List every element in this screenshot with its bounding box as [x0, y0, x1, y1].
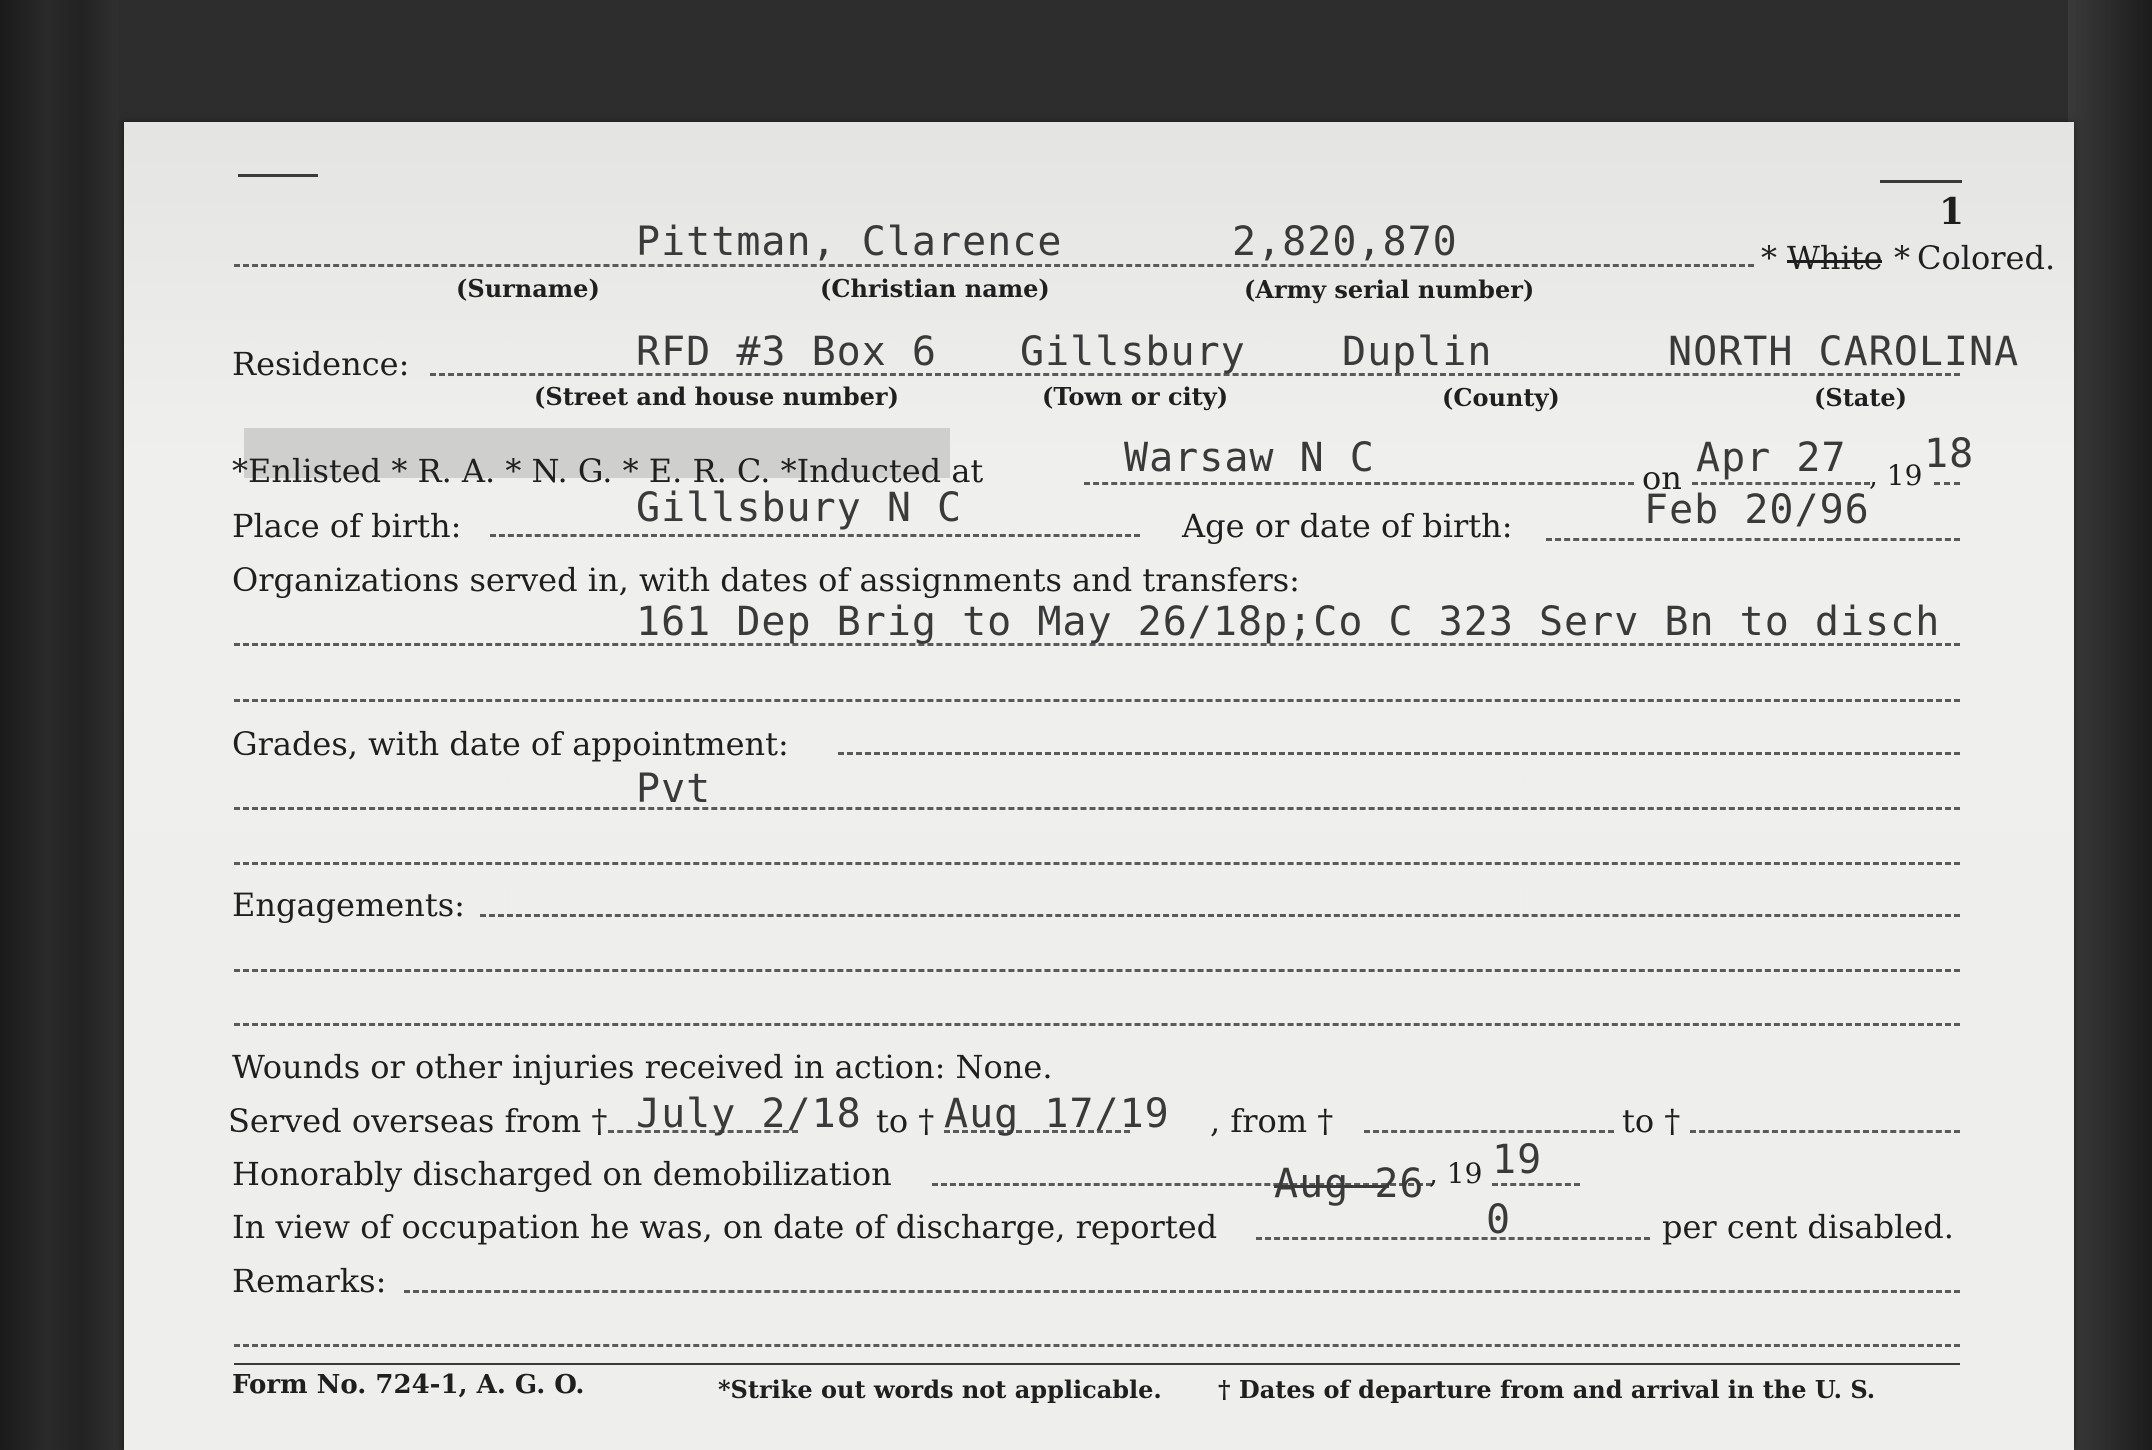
wounds-label: Wounds or other injuries received in action: None. — [232, 1048, 1053, 1086]
organizations-entry-part-1: 161 Dep Brig to May 26/18 — [636, 599, 1264, 645]
disability-label: In view of occupation he was, on date of discharge, reported — [232, 1208, 1218, 1246]
induction-year: 18 — [1924, 431, 1975, 477]
discharge-date-strikeout — [1274, 1185, 1389, 1188]
induction-place: Warsaw N C — [1124, 435, 1375, 481]
organizations-line-2 — [234, 699, 1960, 702]
serial-caption: (Army serial number) — [1244, 275, 1535, 304]
surname-caption: (Surname) — [456, 274, 600, 303]
disability-suffix: per cent disabled. — [1662, 1208, 1954, 1246]
county-caption: (County) — [1442, 383, 1560, 412]
disability-line — [1256, 1237, 1650, 1240]
white-prefix: * — [1761, 239, 1777, 277]
card-paper — [124, 122, 2074, 1450]
induction-date: Apr 27 — [1696, 435, 1847, 481]
induction-year-prefix: , 19 — [1869, 459, 1923, 492]
remarks-line-2 — [234, 1344, 1960, 1347]
colored-prefix: * — [1894, 239, 1910, 277]
engagements-line-1 — [480, 914, 1960, 917]
organizations-overstrike: p — [1263, 599, 1289, 645]
footer-rule — [234, 1363, 1960, 1365]
full-name: Pittman, Clarence — [636, 219, 1063, 265]
grade-value: Pvt — [636, 766, 712, 812]
residence-state: NORTH CAROLINA — [1668, 329, 2020, 375]
induction-year-line — [1934, 482, 1960, 485]
town-caption: (Town or city) — [1042, 382, 1229, 411]
engagements-line-2 — [234, 969, 1960, 972]
discharge-date: Aug 26 — [1274, 1161, 1425, 1207]
date-of-birth: Feb 20/96 — [1644, 487, 1870, 533]
organizations-label: Organizations served in, with dates of assignments and transfers: — [232, 561, 1300, 599]
induction-on-label: on — [1642, 459, 1682, 497]
induction-place-line — [1084, 482, 1634, 485]
scan-border-left — [0, 0, 118, 1450]
form-number: Form No. 724-1, A. G. O. — [232, 1370, 585, 1400]
footnote-strike-out: *Strike out words not applicable. — [718, 1375, 1162, 1404]
scan-border-right — [2068, 0, 2152, 1450]
engagements-line-3 — [234, 1023, 1960, 1026]
place-of-birth-line — [490, 534, 1140, 537]
overseas-from2-label: , from † — [1210, 1102, 1334, 1140]
overseas-to-date: Aug 17/19 — [944, 1091, 1170, 1137]
overseas-to2-line — [1690, 1130, 1960, 1133]
place-of-birth-label: Place of birth: — [232, 507, 462, 545]
residence-label: Residence: — [232, 345, 410, 383]
remarks-label: Remarks: — [232, 1262, 387, 1300]
disability-percent: 0 — [1486, 1197, 1512, 1243]
grades-line-1 — [838, 752, 1960, 755]
date-of-birth-label: Age or date of birth: — [1182, 507, 1513, 545]
remarks-line-1 — [404, 1290, 1960, 1293]
overseas-from-label: Served overseas from † — [228, 1102, 608, 1140]
street-caption: (Street and house number) — [534, 382, 899, 411]
overseas-to-label: to † — [876, 1102, 935, 1140]
residence-street: RFD #3 Box 6 — [636, 329, 937, 375]
footnote-dates: † Dates of departure from and arrival in the U. S. — [1218, 1375, 1876, 1404]
grades-line-3 — [234, 862, 1960, 865]
card-number: 1 — [1939, 191, 1965, 233]
grades-line-2 — [234, 807, 1960, 810]
colored-label: Colored. — [1917, 239, 2056, 277]
top-left-rule — [238, 174, 318, 177]
top-right-rule — [1880, 180, 1962, 183]
state-caption: (State) — [1814, 383, 1908, 412]
grades-label: Grades, with date of appointment: — [232, 725, 789, 763]
organizations-entry — [636, 599, 1941, 645]
army-serial-number: 2,820,870 — [1232, 219, 1458, 265]
discharge-label: Honorably discharged on demobilization — [232, 1155, 892, 1193]
enlistment-type-label: *Enlisted * R. A. * N. G. * E. R. C. *Inducted at — [232, 452, 984, 490]
discharge-year: 19 — [1492, 1137, 1543, 1183]
induction-date-line — [1692, 482, 1870, 485]
overseas-from2-line — [1364, 1130, 1614, 1133]
place-of-birth: Gillsbury N C — [636, 485, 963, 531]
residence-town: Gillsbury — [1020, 329, 1246, 375]
residence-county: Duplin — [1342, 329, 1493, 375]
engagements-label: Engagements: — [232, 886, 465, 924]
organizations-entry-part-2: ;Co C 323 Serv Bn to disch — [1288, 599, 1941, 645]
christian-name-caption: (Christian name) — [820, 274, 1050, 303]
service-record-card — [124, 122, 2074, 1450]
discharge-year-line — [1492, 1183, 1580, 1186]
discharge-year-prefix: , 19 — [1429, 1157, 1483, 1190]
overseas-from-date: July 2/18 — [636, 1091, 862, 1137]
overseas-to2-label: to † — [1622, 1102, 1681, 1140]
white-label: White — [1787, 239, 1883, 277]
white-strikeout — [1787, 260, 1882, 263]
date-of-birth-line — [1546, 538, 1960, 541]
